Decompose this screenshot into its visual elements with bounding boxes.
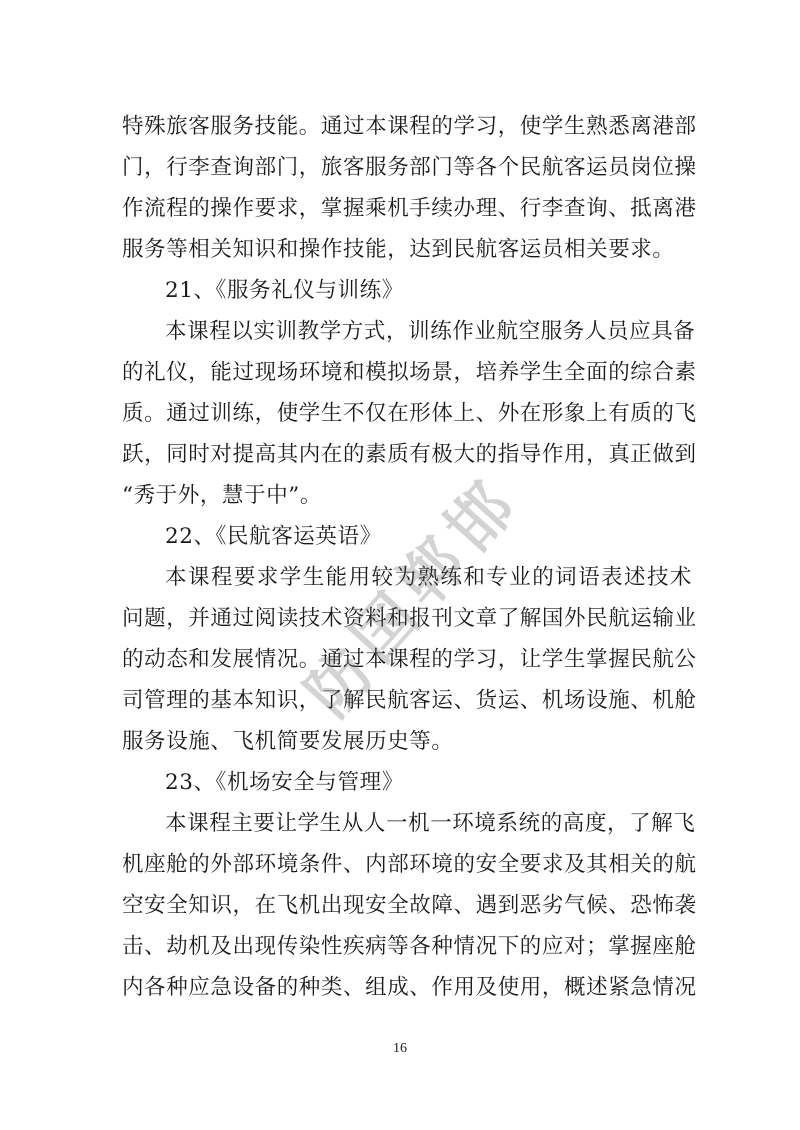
watermark-char: 邯 xyxy=(431,470,528,566)
body-line: 本课程主要让学生从人一机一环境系统的高度，了解飞 xyxy=(165,811,696,836)
body-line: 跃，同时对提高其内在的素质有极大的指导作用，真正做到 xyxy=(122,442,697,467)
body-line: 问题，并通过阅读技术资料和报刊文章了解国外民航运输业 xyxy=(122,606,697,631)
body-line: 的礼仪，能过现场环境和模拟场景，培养学生全面的综合素 xyxy=(122,360,697,385)
document-body xyxy=(122,106,697,1008)
body-line: 门，行李查询部门，旅客服务部门等各个民航客运员岗位操 xyxy=(122,155,697,180)
watermark-char: 国 xyxy=(336,580,433,676)
body-line: 击、劫机及出现传染性疾病等各种情况下的应对；掌握座舱 xyxy=(122,934,697,959)
body-line: 本课程以实训教学方式，训练作业航空服务人员应具备 xyxy=(165,319,696,344)
body-line: 服务等相关知识和操作技能，达到民航客运员相关要求。 xyxy=(122,237,675,262)
body-line: 作流程的操作要求，掌握乘机手续办理、行李查询、抵离港 xyxy=(122,196,697,221)
body-line: 空安全知识，在飞机出现安全故障、遇到恶劣气候、恐怖袭 xyxy=(122,893,697,918)
body-line: 特殊旅客服务技能。通过本课程的学习，使学生熟悉离港部 xyxy=(122,114,697,139)
body-line: 内各种应急设备的种类、组成、作用及使用，概述紧急情况 xyxy=(122,975,697,1000)
body-line: 的动态和发展情况。通过本课程的学习，让学生掌握民航公 xyxy=(122,647,697,672)
body-line: 本课程要求学生能用较为熟练和专业的词语表述技术 xyxy=(165,565,692,590)
section-heading-23: 23、《机场安全与管理》 xyxy=(165,770,404,795)
watermark-char: 郸 xyxy=(383,525,480,621)
body-line: “秀于外，慧于中”。 xyxy=(122,483,322,508)
page-number: 16 xyxy=(393,1041,407,1056)
section-heading-21: 21、《服务礼仪与训练》 xyxy=(165,278,404,303)
body-line: 质。通过训练，使学生不仅在形体上、外在形象上有质的飞 xyxy=(122,401,697,426)
body-line: 服务设施、飞机简要发展历史等。 xyxy=(122,729,454,754)
body-line: 司管理的基本知识，了解民航客运、货运、机场设施、机舱 xyxy=(122,688,697,713)
section-heading-22: 22、《民航客运英语》 xyxy=(165,524,382,549)
body-line: 机座舱的外部环境条件、内部环境的安全要求及其相关的航 xyxy=(122,852,697,877)
watermark-char: 防 xyxy=(291,635,388,731)
